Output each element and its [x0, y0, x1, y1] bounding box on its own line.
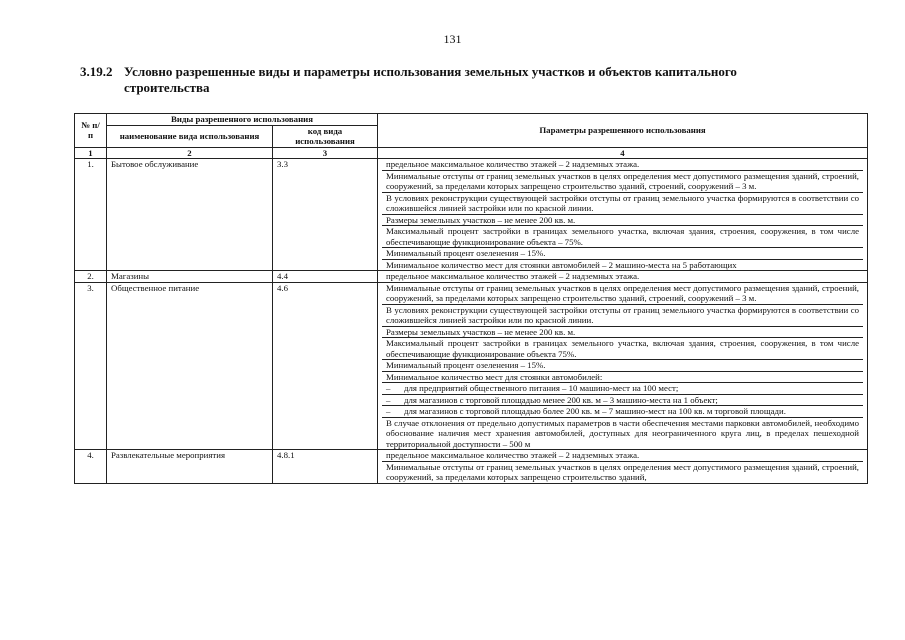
- param-line: Минимальное количество мест для стоянки автомобилей – 2 машино-места на 5 работающих: [386, 259, 737, 270]
- column-numbers-row: [75, 147, 868, 159]
- col-number: 1: [75, 147, 107, 159]
- dash-item-text: для магазинов с торговой площадью менее 200 кв. м – 3 машино-места на 1 объект;: [404, 394, 718, 405]
- row-name: Развлекательные мероприятия: [107, 450, 273, 484]
- row-name: Магазины: [107, 271, 273, 283]
- section-title-line1: [80, 64, 860, 80]
- header-row-1: [75, 114, 868, 126]
- param-line: предельное максимальное количество этажей – 2 надземных этажа.: [382, 450, 863, 462]
- param-closing: В случае отклонения от предельно допустимых параметров в части обеспечения местами парковки автомобилей, необходимо обоснование наличия мест хранения автомобилей, доступных для неограниченного круга лиц, в пределах пешеходной территориальной доступности – 500 м: [386, 417, 859, 449]
- col-number: 4: [378, 147, 868, 159]
- param-line: Максимальный процент застройки в границах земельного участка, включая здания, строения, сооружения, в том числе обеспечивающие функционирование объекта – 75%.: [382, 226, 863, 248]
- param-line: Минимальный процент озеленения – 15%.: [382, 248, 863, 260]
- param-line: Минимальные отступы от границ земельных участков в целях определения мест допустимого размещения зданий, строений, сооружений, за пределами которых запрещено строительство зданий, строений, сооружений – 3 м.: [382, 171, 863, 193]
- col-number: 3: [273, 147, 378, 159]
- dash-item: [382, 395, 863, 407]
- param-line: Максимальный процент застройки в границах земельного участка, включая здания, строения, сооружения, в том числе обеспечивающие функционирование объекта 75%.: [382, 338, 863, 360]
- section-title-text1: Условно разрешенные виды и параметры использования земельных участков и объектов капитального: [124, 64, 737, 79]
- page-number: 131: [443, 32, 462, 46]
- header-params: Параметры разрешенного использования: [378, 114, 868, 148]
- dash-item-text: для предприятий общественного питания – 10 машино-мест на 100 мест;: [404, 383, 679, 393]
- row-params: [378, 282, 868, 450]
- section-heading: [80, 64, 860, 96]
- dash-item-text: для магазинов с торговой площадью более 200 кв. м – 7 машино-мест на 100 кв. м торговой площади.: [404, 406, 786, 416]
- param-line: предельное максимальное количество этажей – 2 надземных этажа.: [386, 271, 640, 281]
- param-line: Минимальные отступы от границ земельных участков в целях определения мест допустимого размещения зданий, строений, сооружений, за пределами которых запрещено строительство зданий,: [386, 461, 859, 482]
- param-line: Минимальный процент озеленения – 15%.: [382, 360, 863, 372]
- table-row: [75, 271, 868, 283]
- row-num: 1.: [75, 159, 107, 271]
- param-line: Минимальное количество мест для стоянки автомобилей:: [382, 372, 863, 384]
- row-params: [378, 450, 868, 484]
- param-line: Размеры земельных участков – не менее 200 кв. м.: [382, 327, 863, 339]
- param-line: предельное максимальное количество этажей – 2 надземных этажа.: [382, 159, 863, 171]
- header-group: Виды разрешенного использования: [107, 114, 378, 126]
- row-code: 4.4: [273, 271, 378, 283]
- table-row: [75, 282, 868, 450]
- section-number: 3.19.2: [80, 64, 113, 79]
- row-code: 3.3: [273, 159, 378, 271]
- param-line: В условиях реконструкции существующей застройки отступы от границ земельного участка формируются в соответствии со сложившейся линией застройки или по красной линии.: [382, 193, 863, 215]
- row-params: [378, 159, 868, 271]
- row-params: [378, 271, 868, 283]
- header-num: № п/п: [75, 114, 107, 148]
- row-num: 3.: [75, 282, 107, 450]
- table-row: [75, 450, 868, 484]
- param-line: В условиях реконструкции существующей застройки отступы от границ земельного участка формируются в соответствии со сложившейся линией застройки или по красной линии.: [382, 305, 863, 327]
- row-code: 4.6: [273, 282, 378, 450]
- section-title-line2: строительства: [124, 80, 210, 95]
- dash-item: [382, 406, 863, 418]
- row-num: 4.: [75, 450, 107, 484]
- header-code: код вида использования: [273, 125, 378, 147]
- row-name: Общественное питание: [107, 282, 273, 450]
- param-line: Размеры земельных участков – не менее 200 кв. м.: [382, 215, 863, 227]
- table-row: [75, 159, 868, 271]
- dash-item: [382, 383, 863, 395]
- col-number: 2: [107, 147, 273, 159]
- row-num: 2.: [75, 271, 107, 283]
- row-code: 4.8.1: [273, 450, 378, 484]
- land-use-table: [74, 113, 868, 484]
- param-line: Минимальные отступы от границ земельных участков в целях определения мест допустимого размещения зданий, строений, сооружений, за пределами которых запрещено строительство зданий, строений, сооружений – 3 м.: [382, 283, 863, 305]
- row-name: Бытовое обслуживание: [107, 159, 273, 271]
- header-name: наименование вида использования: [107, 125, 273, 147]
